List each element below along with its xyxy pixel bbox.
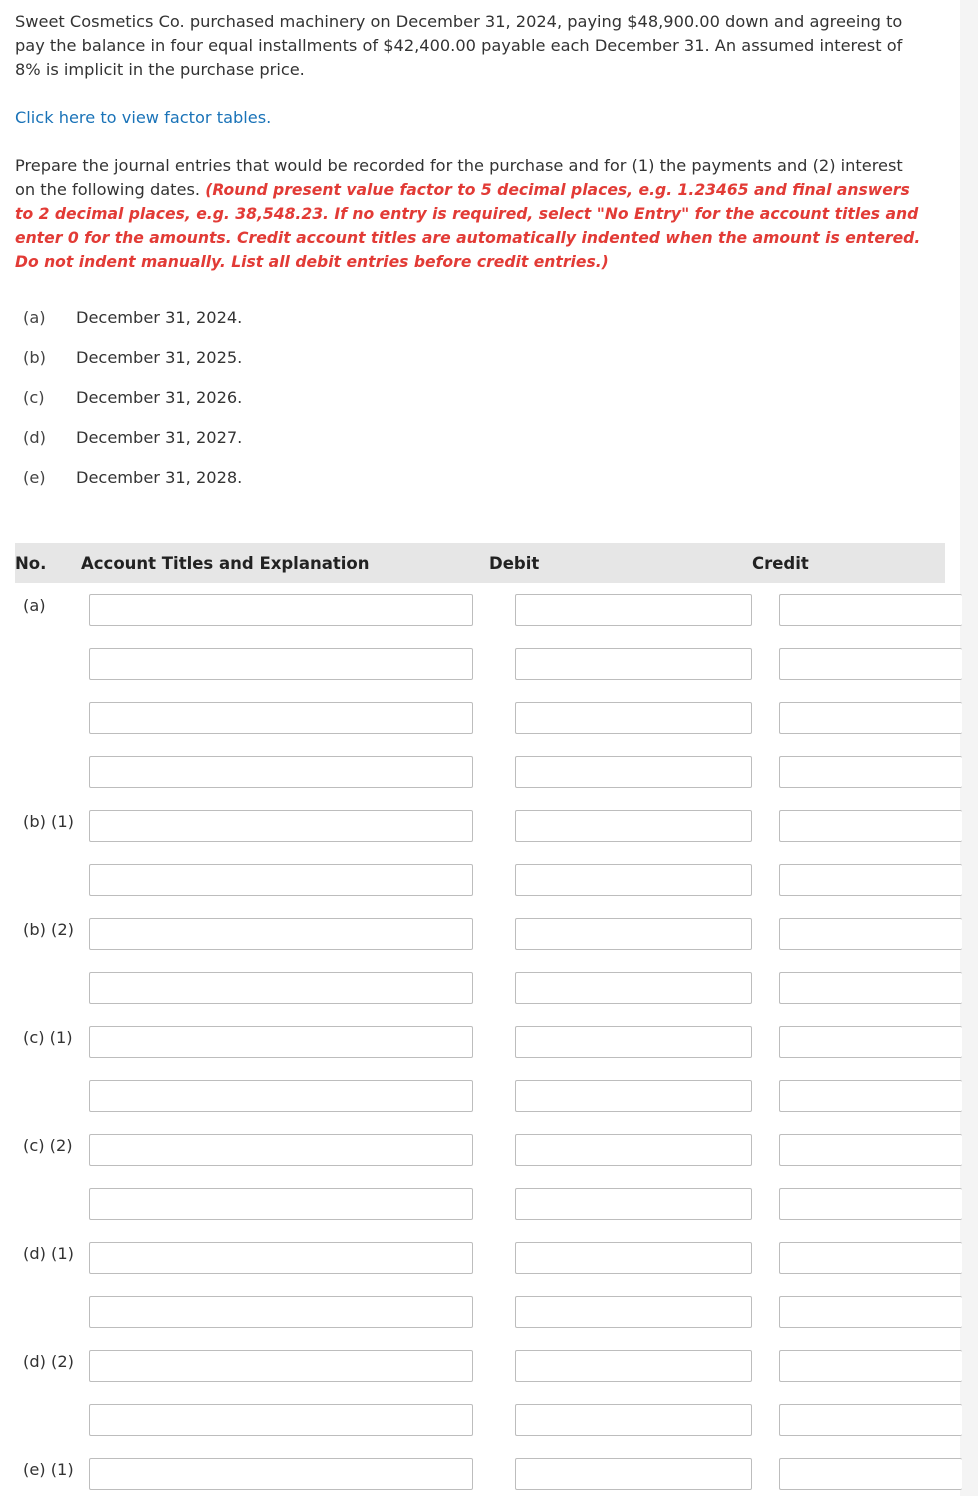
entry-label: (e) (1)	[23, 1460, 74, 1479]
debit-cell	[489, 637, 752, 691]
credit-cell	[752, 583, 945, 637]
debit-input[interactable]	[515, 1350, 752, 1382]
credit-input[interactable]	[779, 1458, 962, 1490]
debit-cell	[489, 1015, 752, 1069]
credit-input[interactable]	[779, 972, 962, 1004]
credit-input[interactable]	[779, 918, 962, 950]
instructions	[15, 154, 925, 274]
date-letter: (d)	[23, 428, 46, 447]
account-cell	[81, 1123, 489, 1177]
journal-body	[15, 583, 945, 1496]
table-row	[15, 853, 945, 907]
table-row	[15, 691, 945, 745]
debit-input[interactable]	[515, 810, 752, 842]
account-title-input[interactable]	[89, 756, 473, 788]
date-item	[23, 306, 242, 346]
entry-label: (d) (2)	[23, 1352, 74, 1371]
credit-cell	[752, 1285, 945, 1339]
header-credit: Credit	[752, 553, 809, 573]
account-cell	[81, 1177, 489, 1231]
debit-input[interactable]	[515, 1080, 752, 1112]
date-item	[23, 426, 242, 466]
entry-label: (c) (2)	[23, 1136, 73, 1155]
account-cell	[81, 1069, 489, 1123]
scrollbar-track[interactable]	[960, 0, 978, 1496]
credit-cell	[752, 691, 945, 745]
table-row	[15, 1339, 945, 1393]
debit-input[interactable]	[515, 594, 752, 626]
credit-cell	[752, 1177, 945, 1231]
table-row	[15, 961, 945, 1015]
account-cell	[81, 907, 489, 961]
date-item	[23, 346, 242, 386]
account-title-input[interactable]	[89, 648, 473, 680]
account-title-input[interactable]	[89, 594, 473, 626]
debit-input[interactable]	[515, 1188, 752, 1220]
debit-cell	[489, 1123, 752, 1177]
account-title-input[interactable]	[89, 1458, 473, 1490]
entry-label	[15, 1285, 81, 1339]
debit-cell	[489, 961, 752, 1015]
debit-cell	[489, 1393, 752, 1447]
table-row	[15, 1015, 945, 1069]
credit-cell	[752, 745, 945, 799]
credit-input[interactable]	[779, 810, 962, 842]
credit-cell	[752, 1231, 945, 1285]
date-list	[23, 306, 242, 506]
date-letter: (a)	[23, 308, 46, 327]
credit-cell	[752, 1339, 945, 1393]
credit-cell	[752, 1069, 945, 1123]
account-title-input[interactable]	[89, 810, 473, 842]
account-title-input[interactable]	[89, 1188, 473, 1220]
account-cell	[81, 637, 489, 691]
credit-input[interactable]	[779, 648, 962, 680]
entry-label	[15, 1177, 81, 1231]
debit-input[interactable]	[515, 1404, 752, 1436]
account-cell	[81, 1015, 489, 1069]
credit-cell	[752, 853, 945, 907]
date-letter: (c)	[23, 388, 45, 407]
entry-label: (c) (1)	[23, 1028, 73, 1047]
entry-label	[15, 1393, 81, 1447]
table-row	[15, 583, 945, 637]
account-title-input[interactable]	[89, 1080, 473, 1112]
table-row	[15, 745, 945, 799]
table-row	[15, 1123, 945, 1177]
account-title-input[interactable]	[89, 702, 473, 734]
entry-label	[15, 637, 81, 691]
debit-input[interactable]	[515, 1134, 752, 1166]
credit-input[interactable]	[779, 1242, 962, 1274]
credit-cell	[752, 799, 945, 853]
debit-cell	[489, 1177, 752, 1231]
entry-label	[15, 961, 81, 1015]
debit-cell	[489, 1285, 752, 1339]
debit-input[interactable]	[515, 918, 752, 950]
debit-cell	[489, 583, 752, 637]
entry-label: (d) (1)	[23, 1244, 74, 1263]
entry-label: (b) (2)	[23, 920, 74, 939]
entry-label	[15, 745, 81, 799]
account-cell	[81, 961, 489, 1015]
credit-cell	[752, 1015, 945, 1069]
header-no: No.	[15, 553, 47, 573]
account-title-input[interactable]	[89, 918, 473, 950]
credit-input[interactable]	[779, 1296, 962, 1328]
table-row	[15, 1285, 945, 1339]
problem-statement: Sweet Cosmetics Co. purchased machinery on December 31, 2024, paying $48,900.00 down and agreeing to pay the balance in four equal installments of $42,400.00 payable each December 31. An assumed interest of 8% is implicit in the purchase price.	[15, 12, 903, 79]
debit-input[interactable]	[515, 1458, 752, 1490]
account-cell	[81, 583, 489, 637]
header-debit: Debit	[489, 553, 540, 573]
debit-cell	[489, 1339, 752, 1393]
debit-input[interactable]	[515, 756, 752, 788]
table-row	[15, 907, 945, 961]
date-text: December 31, 2024.	[76, 308, 243, 327]
journal-entry-table	[15, 543, 945, 1496]
debit-cell	[489, 799, 752, 853]
table-row	[15, 1069, 945, 1123]
entry-label	[15, 691, 81, 745]
account-title-input[interactable]	[89, 864, 473, 896]
account-title-input[interactable]	[89, 1134, 473, 1166]
credit-input[interactable]	[779, 1134, 962, 1166]
credit-input[interactable]	[779, 1350, 962, 1382]
date-text: December 31, 2026.	[76, 388, 243, 407]
account-title-input[interactable]	[89, 1026, 473, 1058]
credit-input[interactable]	[779, 864, 962, 896]
credit-cell	[752, 907, 945, 961]
date-letter: (b)	[23, 348, 46, 367]
account-cell	[81, 853, 489, 907]
credit-input[interactable]	[779, 1404, 962, 1436]
debit-input[interactable]	[515, 1242, 752, 1274]
date-item	[23, 386, 242, 426]
debit-input[interactable]	[515, 648, 752, 680]
debit-cell	[489, 1069, 752, 1123]
date-text: December 31, 2028.	[76, 468, 243, 487]
debit-cell	[489, 853, 752, 907]
date-text: December 31, 2027.	[76, 428, 243, 447]
debit-cell	[489, 745, 752, 799]
debit-input[interactable]	[515, 864, 752, 896]
instructions-lead: Prepare the journal entries that would be recorded for the purchase and for (1) the payments and (2) interest on the following dates.	[15, 156, 903, 199]
account-cell	[81, 745, 489, 799]
account-cell	[81, 799, 489, 853]
entry-label: (a)	[23, 596, 46, 615]
account-cell	[81, 1339, 489, 1393]
table-row	[15, 799, 945, 853]
table-row	[15, 1393, 945, 1447]
table-row	[15, 1447, 945, 1496]
credit-cell	[752, 637, 945, 691]
debit-cell	[489, 1447, 752, 1496]
debit-cell	[489, 691, 752, 745]
credit-cell	[752, 961, 945, 1015]
account-title-input[interactable]	[89, 1404, 473, 1436]
table-row	[15, 1177, 945, 1231]
credit-input[interactable]	[779, 702, 962, 734]
entry-label	[15, 853, 81, 907]
debit-cell	[489, 1231, 752, 1285]
account-title-input[interactable]	[89, 1296, 473, 1328]
credit-input[interactable]	[779, 1188, 962, 1220]
account-cell	[81, 1231, 489, 1285]
date-item	[23, 466, 242, 506]
instructions-emphasis: (Round present value factor to 5 decimal places, e.g. 1.23465 and final answers to 2 decimal places, e.g. 38,548.23. If no entry is required, select "No Entry" for the account titles and enter 0 for the amounts. Credit account titles are automatically indented when the amount is entered. Do not indent manually. List all debit entries before credit entries.)	[15, 181, 921, 271]
debit-input[interactable]	[515, 1026, 752, 1058]
account-title-input[interactable]	[89, 972, 473, 1004]
date-letter: (e)	[23, 468, 46, 487]
table-row	[15, 637, 945, 691]
debit-cell	[489, 907, 752, 961]
credit-cell	[752, 1393, 945, 1447]
credit-input[interactable]	[779, 1080, 962, 1112]
credit-input[interactable]	[779, 1026, 962, 1058]
credit-cell	[752, 1447, 945, 1496]
account-title-input[interactable]	[89, 1350, 473, 1382]
account-cell	[81, 1447, 489, 1496]
account-cell	[81, 1285, 489, 1339]
debit-input[interactable]	[515, 702, 752, 734]
account-title-input[interactable]	[89, 1242, 473, 1274]
credit-input[interactable]	[779, 756, 962, 788]
factor-tables-link[interactable]: Click here to view factor tables.	[15, 108, 272, 127]
entry-label	[15, 1069, 81, 1123]
credit-cell	[752, 1123, 945, 1177]
account-cell	[81, 691, 489, 745]
table-row	[15, 1231, 945, 1285]
table-header-row	[15, 543, 945, 583]
debit-input[interactable]	[515, 1296, 752, 1328]
entry-label: (b) (1)	[23, 812, 74, 831]
date-text: December 31, 2025.	[76, 348, 243, 367]
debit-input[interactable]	[515, 972, 752, 1004]
account-cell	[81, 1393, 489, 1447]
credit-input[interactable]	[779, 594, 962, 626]
header-account-titles: Account Titles and Explanation	[81, 553, 370, 573]
